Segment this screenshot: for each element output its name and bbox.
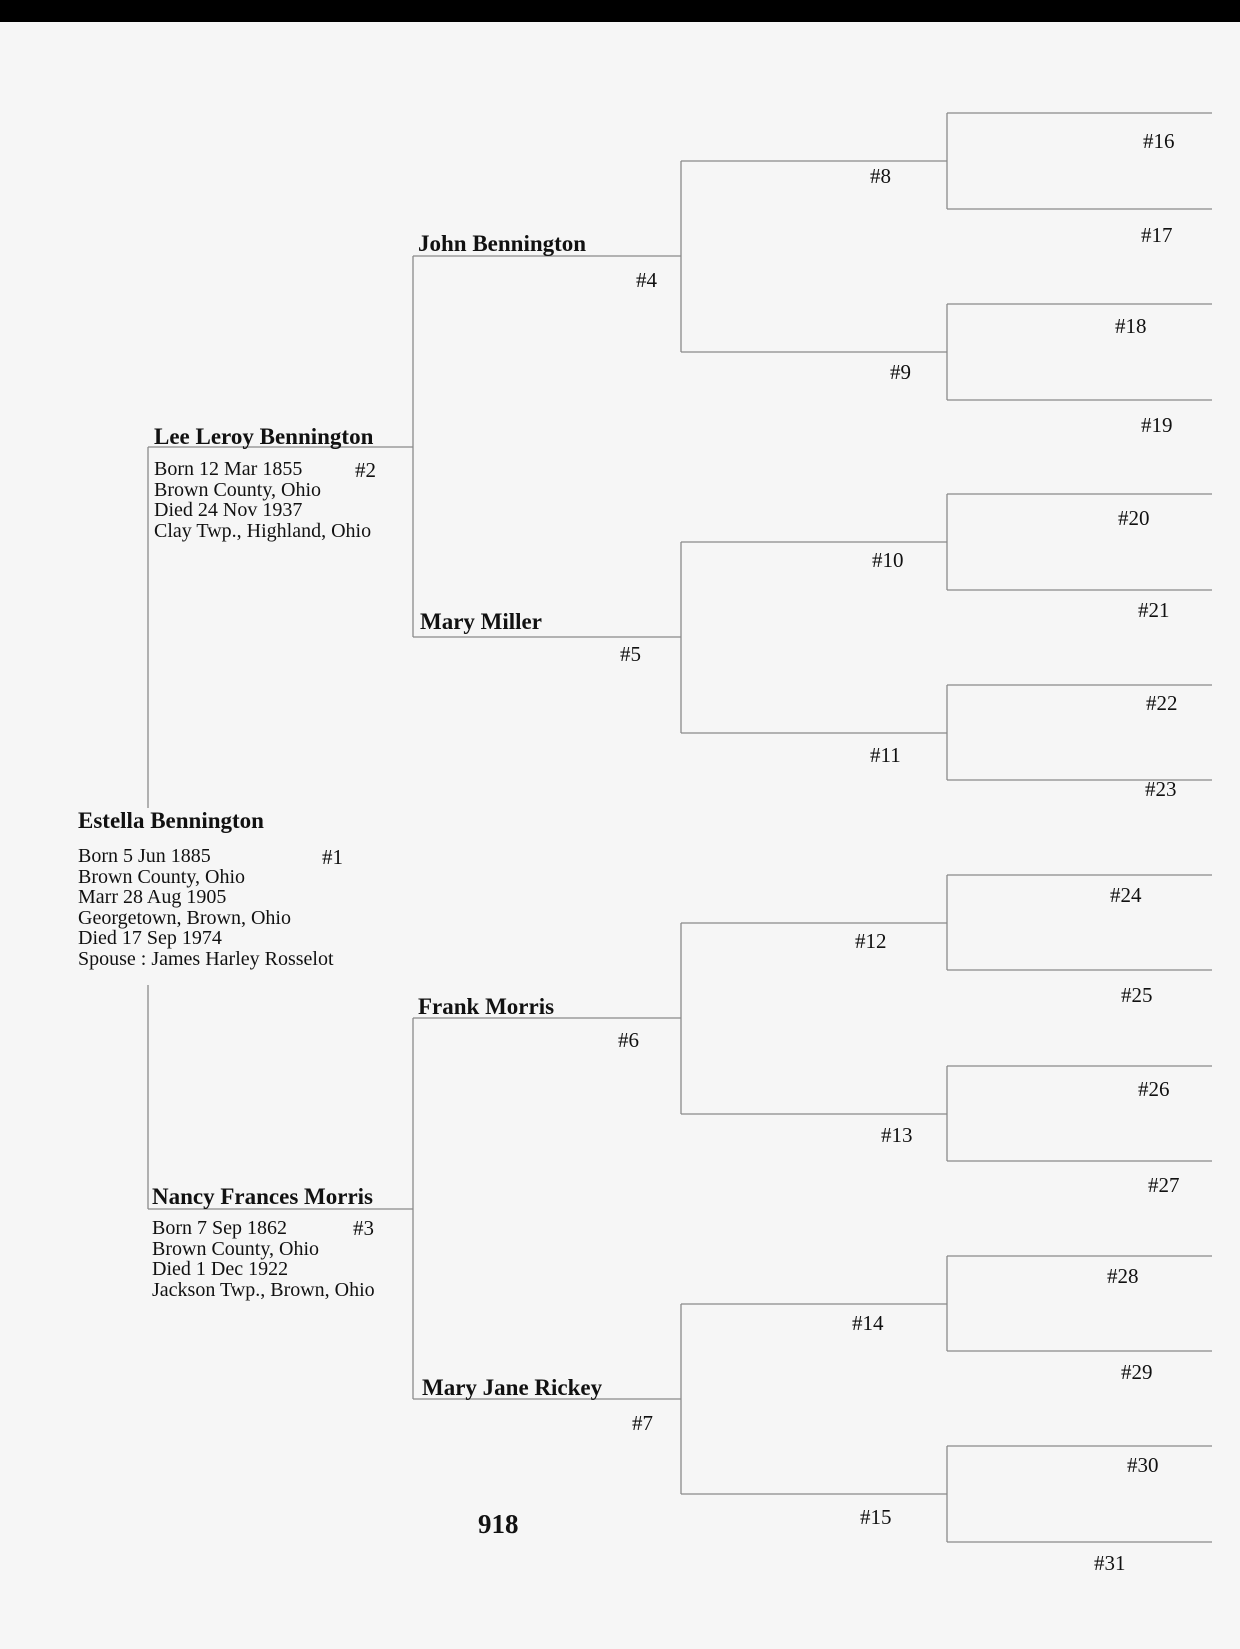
person-3-died-place: Jackson Twp., Brown, Ohio bbox=[152, 1278, 375, 1301]
person-2-number: #2 bbox=[355, 458, 376, 482]
person-1-spouse: Spouse : James Harley Rosselot bbox=[78, 947, 334, 970]
person-1-born-place: Brown County, Ohio bbox=[78, 865, 246, 888]
person-2-details bbox=[154, 459, 371, 541]
person-5-name: Mary Miller bbox=[420, 609, 542, 634]
person-6-number: #6 bbox=[618, 1028, 639, 1052]
person-2-died-place: Clay Twp., Highland, Ohio bbox=[154, 519, 372, 542]
person-1-marriage-place: Georgetown, Brown, Ohio bbox=[78, 906, 291, 929]
ancestor-10-number: #10 bbox=[872, 548, 904, 572]
ancestor-27-number: #27 bbox=[1148, 1173, 1180, 1197]
person-1-number: #1 bbox=[322, 845, 343, 869]
person-1-died: Died 17 Sep 1974 bbox=[78, 927, 222, 949]
person-1-name: Estella Bennington bbox=[78, 808, 264, 833]
person-7-name: Mary Jane Rickey bbox=[422, 1375, 603, 1400]
person-3-name: Nancy Frances Morris bbox=[152, 1184, 373, 1209]
person-2-died: Died 24 Nov 1937 bbox=[154, 499, 303, 521]
ancestor-13-number: #13 bbox=[881, 1123, 913, 1147]
ancestor-18-number: #18 bbox=[1115, 314, 1147, 338]
person-4-number: #4 bbox=[636, 268, 657, 292]
ancestor-25-number: #25 bbox=[1121, 983, 1153, 1007]
person-2-born: Born 12 Mar 1855 bbox=[154, 458, 303, 480]
ancestor-20-number: #20 bbox=[1118, 506, 1150, 530]
person-1-details bbox=[78, 846, 334, 969]
ancestor-21-number: #21 bbox=[1138, 598, 1170, 622]
person-5-number: #5 bbox=[620, 642, 641, 666]
ancestor-28-number: #28 bbox=[1107, 1264, 1139, 1288]
ancestor-29-number: #29 bbox=[1121, 1360, 1153, 1384]
person-1-born: Born 5 Jun 1885 bbox=[78, 845, 211, 867]
ancestor-23-number: #23 bbox=[1145, 777, 1177, 801]
ancestor-30-number: #30 bbox=[1127, 1453, 1159, 1477]
ancestor-16-number: #16 bbox=[1143, 129, 1175, 153]
person-1-marriage: Marr 28 Aug 1905 bbox=[78, 886, 227, 908]
ancestor-31-number: #31 bbox=[1094, 1551, 1126, 1575]
person-2-born-place: Brown County, Ohio bbox=[154, 478, 322, 501]
ancestor-11-number: #11 bbox=[870, 743, 901, 767]
ancestor-14-number: #14 bbox=[852, 1311, 884, 1335]
ancestor-26-number: #26 bbox=[1138, 1077, 1170, 1101]
person-4-name: John Bennington bbox=[418, 231, 587, 256]
page-number: 918 bbox=[478, 1509, 519, 1539]
ancestor-8-number: #8 bbox=[870, 164, 891, 188]
ancestor-19-number: #19 bbox=[1141, 413, 1173, 437]
ancestor-22-number: #22 bbox=[1146, 691, 1178, 715]
person-3-born-place: Brown County, Ohio bbox=[152, 1237, 320, 1260]
person-6-name: Frank Morris bbox=[418, 994, 555, 1019]
person-2-name: Lee Leroy Bennington bbox=[154, 424, 374, 449]
ancestor-17-number: #17 bbox=[1141, 223, 1173, 247]
ancestor-12-number: #12 bbox=[855, 929, 887, 953]
person-3-number: #3 bbox=[353, 1216, 374, 1240]
ancestor-15-number: #15 bbox=[860, 1505, 892, 1529]
person-3-died: Died 1 Dec 1922 bbox=[152, 1258, 289, 1280]
ancestor-24-number: #24 bbox=[1110, 883, 1142, 907]
person-7-number: #7 bbox=[632, 1411, 653, 1435]
person-3-details bbox=[152, 1218, 375, 1300]
person-3-born: Born 7 Sep 1862 bbox=[152, 1217, 287, 1239]
ancestor-9-number: #9 bbox=[890, 360, 911, 384]
